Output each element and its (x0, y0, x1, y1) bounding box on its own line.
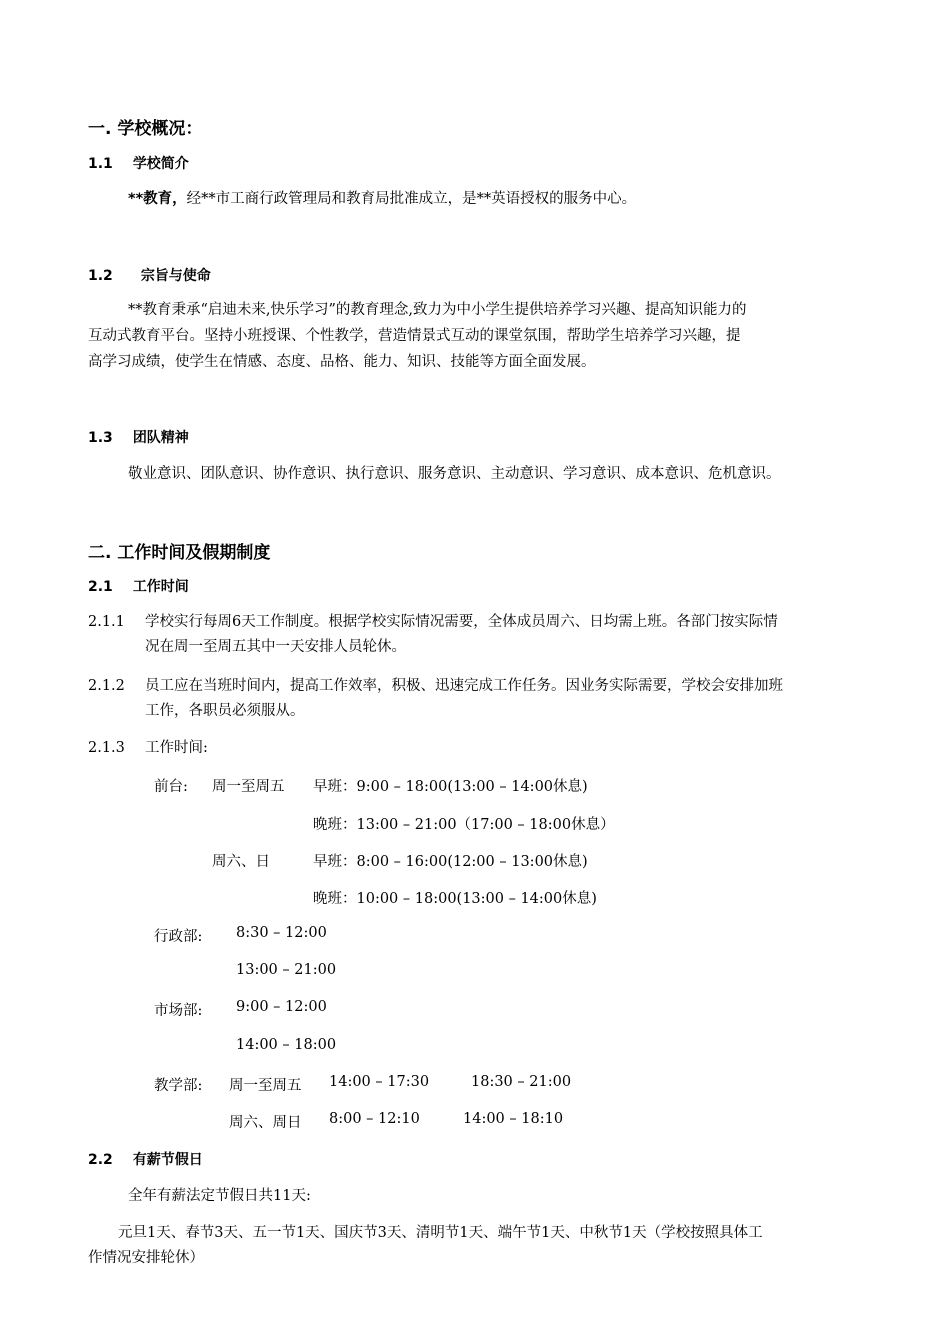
item-2-1-3-number: 2.1.3 (88, 740, 125, 756)
heading-2-1-title: 工作时间 (132, 579, 189, 595)
teaching-weekend-hours-1: 8:00 – 12:10 (329, 1111, 420, 1127)
heading-1-2-number: 1.2 (88, 268, 113, 284)
marketing-hours-2: 14:00 – 18:00 (236, 1037, 337, 1053)
teaching-dept-label: 教学部: (154, 1078, 203, 1094)
teaching-weekday-hours-1: 14:00 – 17:30 (329, 1074, 430, 1090)
item-2-1-1-number: 2.1.1 (88, 614, 125, 630)
paragraph-1-2-line-3: 高学习成绩，使学生在情感、态度、品格、能力、知识、技能等方面全面发展。 (88, 354, 596, 370)
paragraph-2-2-line-1: 全年有薪法定节假日共11天: (128, 1188, 311, 1204)
admin-hours-1: 8:30 – 12:00 (236, 925, 327, 941)
marketing-dept-label: 市场部: (154, 1003, 203, 1019)
item-2-1-3-label: 工作时间: (145, 740, 208, 756)
front-desk-label: 前台: (154, 779, 188, 795)
teaching-weekday-label: 周一至周五 (229, 1078, 302, 1094)
heading-2-2 (88, 1149, 203, 1169)
school-name-bold: **教育， (128, 191, 187, 207)
heading-1-3 (88, 427, 189, 447)
paragraph-1-1 (128, 189, 636, 209)
heading-1-1 (88, 153, 189, 173)
paragraph-1-3: 敬业意识、团队意识、协作意识、执行意识、服务意识、主动意识、学习意识、成本意识、危机意识。 (128, 466, 781, 482)
paragraph-1-2-line-2: 互动式教育平台。坚持小班授课、个性教学，营造情景式互动的课堂氛围，帮助学生培养学习兴趣，提 (88, 328, 741, 344)
front-weekday-label: 周一至周五 (212, 779, 285, 795)
front-weekday-early-shift: 早班：9:00 – 18:00(13:00 – 14:00休息) (313, 779, 588, 795)
heading-1-3-title: 团队精神 (132, 430, 189, 446)
heading-1-2 (88, 265, 211, 285)
heading-1-2-title: 宗旨与使命 (140, 268, 211, 284)
paragraph-2-2-line-2: 元旦1天、春节3天、五一节1天、国庆节3天、清明节1天、端午节1天、中秋节1天（学校按照具体工 (118, 1225, 763, 1241)
item-2-1-2-line-2: 工作，各职员必须服从。 (145, 703, 305, 719)
item-2-1-1-line-2: 况在周一至周五其中一天安排人员轮休。 (145, 639, 406, 655)
teaching-weekday-hours-2: 18:30 – 21:00 (471, 1074, 572, 1090)
heading-2-2-number: 2.2 (88, 1152, 113, 1168)
heading-1-1-title: 学校简介 (132, 156, 189, 172)
heading-2-2-title: 有薪节假日 (132, 1152, 203, 1168)
front-weekend-early-shift: 早班：8:00 – 16:00(12:00 – 13:00休息) (313, 854, 588, 870)
marketing-hours-1: 9:00 – 12:00 (236, 999, 327, 1015)
front-weekend-label: 周六、日 (212, 854, 270, 870)
section-2-title: 二. 工作时间及假期制度 (88, 543, 271, 563)
front-weekend-late-shift: 晚班：10:00 – 18:00(13:00 – 14:00休息) (313, 891, 597, 907)
paragraph-1-1-text: 经**市工商行政管理局和教育局批准成立，是**英语授权的服务中心。 (186, 191, 637, 207)
paragraph-2-2-line-3: 作情况安排轮休） (88, 1250, 204, 1266)
heading-1-1-number: 1.1 (88, 156, 113, 172)
heading-1-3-number: 1.3 (88, 430, 113, 446)
item-2-1-1-line-1: 学校实行每周6天工作制度。根据学校实际情况需要，全体成员周六、日均需上班。各部门按实际情 (145, 614, 778, 630)
admin-dept-label: 行政部: (154, 929, 203, 945)
item-2-1-2-line-1: 员工应在当班时间内，提高工作效率，积极、迅速完成工作任务。因业务实际需要，学校会安排加班 (145, 678, 783, 694)
heading-2-1-number: 2.1 (88, 579, 113, 595)
section-1-title: 一. 学校概况： (88, 119, 203, 139)
heading-2-1 (88, 576, 189, 596)
paragraph-1-2-line-1: **教育秉承“启迪未来,快乐学习”的教育理念,致力为中小学生提供培养学习兴趣、提高知识能力的 (128, 302, 747, 318)
admin-hours-2: 13:00 – 21:00 (236, 962, 337, 978)
teaching-weekend-label: 周六、周日 (229, 1115, 302, 1131)
item-2-1-2-number: 2.1.2 (88, 678, 125, 694)
teaching-weekend-hours-2: 14:00 – 18:10 (463, 1111, 564, 1127)
front-weekday-late-shift: 晚班：13:00 – 21:00（17:00 – 18:00休息） (313, 817, 615, 833)
